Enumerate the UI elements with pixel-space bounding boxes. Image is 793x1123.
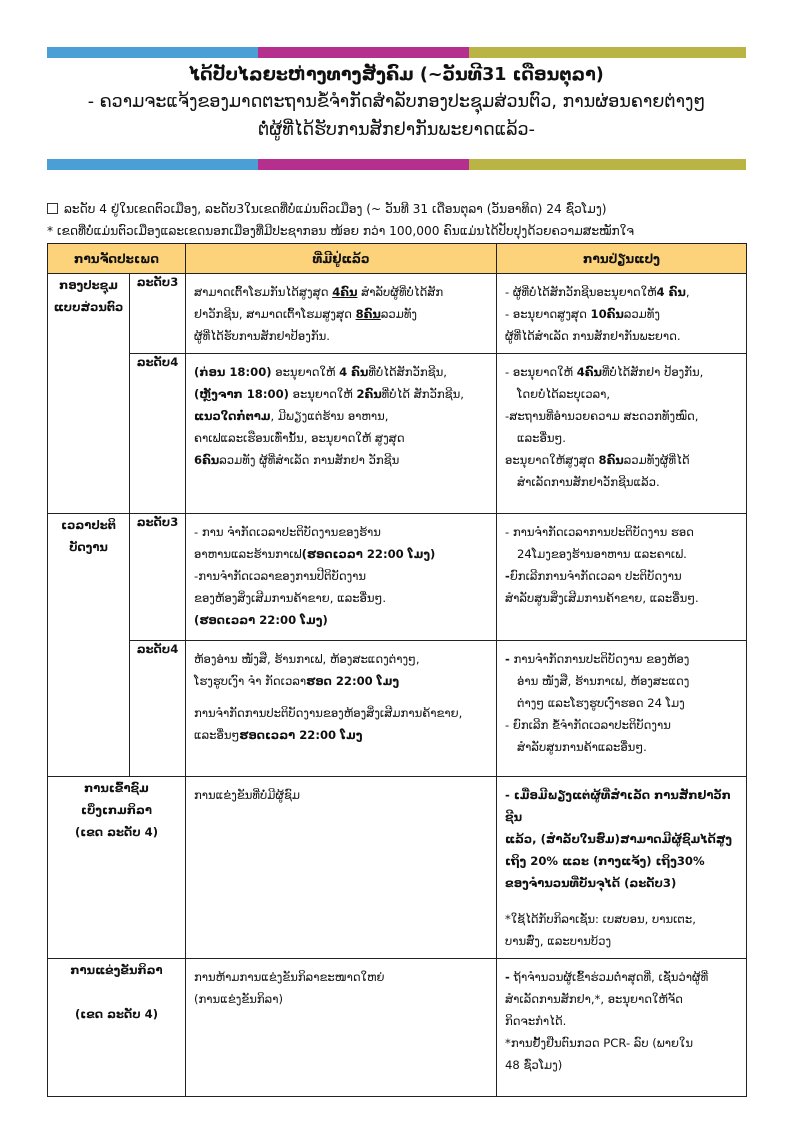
existing-cell: ສາມາດເຕົ້າໂຮມກັນໄດ້ສູງສຸດ 4ຄົນ ສຳລັບຜູ້ທີ່ບໍ່ໄດ້ສັກ ຢາວັກຊີນ, ສາມາດເຕົ້າໂຮມສູງສຸດ 8ຄົນລວມທັງ ຜູ້ທີ່ໄດ້ຮັບການສັກຢາປ້ອງກັນ. [186, 274, 497, 354]
change-cell: - ຜູ້ທີ່ບໍ່ໄດ້ສັກວັກຊີນອະນຸຍາດໃຫ້4 ຄົນ, - ອະນຸຍາດສູງສຸດ 10ຄົນລວມທັງ ຜູ້ທີ່ໄດ້ສຳເລັດ ການສັກຢາກັນພະຍາດ. [497, 274, 747, 354]
bar-olive-segment [469, 47, 746, 58]
title-block [47, 62, 746, 144]
table-row [48, 777, 747, 959]
existing-cell: - ການ ຈຳກັດເວລາປະຕິບັດງານຂອງຮ້ານ ອາຫານແລະຮ້ານກາເຟ(ຮອດເວລາ 22:00 ໂມງ) -ການຈຳກັດເວລາຂອງການປີຕິບັດງານ ຂອງຫ້ອງສິ່ງເສີມການຄ້າຂາຍ, ແລະອື່ນໆ. (ຮອດເວລາ 22:00 ໂມງ) [186, 514, 497, 641]
table-row [48, 274, 747, 354]
subtitle-line-2: ຕໍ່ຜູ້ທີ່ໄດ້ຮັບການສັກຢາກັນພະຍາດແລ້ວ- [258, 120, 535, 140]
top-color-bar [47, 47, 746, 58]
level-4-label: ລະດັບ4 [130, 354, 186, 514]
regulations-table [47, 243, 747, 1097]
subtitle-line-1: - ຄວາມຈະແຈ້ງຂອງມາດຕະຖານຂໍ້ຈຳກັດສຳລັບກອງປະຊຸມສ່ວນຕົວ, ການຜ່ອນຄາຍຕ່າງໆ [87, 92, 706, 112]
category-sports-events: ການແຂ່ງຂັນກິລາ (ເຂດ ລະດັບ 4) [48, 959, 186, 1097]
header-existing: ທີ່ມີຢູ່ແລ້ວ [186, 244, 497, 274]
existing-cell: ການແຂ່ງຂັນທີ່ບໍ່ມີຜູ້ຊົມ [186, 777, 497, 959]
note-1: ລະດັບ 4 ຢູ່ໃນເຂດຕົວເມືອງ, ລະດັບ3ໃນເຂດທີ່ບໍ່ແມ່ນຕົວເມືອງ (~ ວັນທີ 31 ເດືອນຕຸລາ (ວັນອາທິດ) 24 ຊົ່ວໂມງ) [47, 198, 757, 220]
table-row [48, 514, 747, 641]
change-cell: - ການຈຳກັດການປະຕິບັດງານ ຂອງຫ້ອງ ອ່ານ ໜັງສື, ຮ້ານກາເຟ, ຫ້ອງສະແດງ ຕ່າງໆ ແລະໂຮງຮູບເງົາຮອດ 24 ໂມງ - ຍົກເລີກ ຂໍ້ຈຳກັດເວລາປະຕິບັດງານ ສຳລັບສູນການຄ້າແລະອື່ນໆ. [497, 641, 747, 777]
table-row [48, 354, 747, 514]
change-cell: - ເມື່ອມີພຽງແຕ່ຜູ້ທີ່ສຳເລັດ ການສັກຢາວັກຊີນ ແລ້ວ, (ສຳລັບໃນຮົ່ມ)ສາມາດມີຜູ້ຊົມໄດ້ສູງ ເຖິງ 20% ແລະ (ກາງແຈ້ງ) ເຖິງ30% ຂອງຈຳນວນທີ່ບັນຈຸໄດ້ (ລະດັບ3) *ໃຊ້ໄດ້ກັບກິລາເຊັ່ນ: ເບສບອນ, ບານເຕະ, ບານສົ່ງ, ແລະບານບ້ວງ [497, 777, 747, 959]
header-category: ການຈັດປະເພດ [48, 244, 186, 274]
checkbox-icon [47, 203, 58, 214]
level-3-label: ລະດັບ3 [130, 514, 186, 641]
existing-cell: ຫ້ອງອ່ານ ໜັງສື, ຮ້ານກາເຟ, ຫ້ອງສະແດງຕ່າງໆ, ໂຮງຮູບເງົາ ຈຳ ກັດເວລາຮອດ 22:00 ໂມງ ການຈຳກັດການປະຕິບັດງານຂອງຫ້ອງສິ່ງເສີມການຄ້າຂາຍ, ແລະອື່ນໆຮອດເວລາ 22:00 ໂມງ [186, 641, 497, 777]
category-private-gathering: ກອງປະຊຸມ ແບບສ່ວນຕົວ [48, 274, 130, 514]
notes [47, 198, 757, 242]
table-row [48, 959, 747, 1097]
level-3-label: ລະດັບ3 [130, 274, 186, 354]
category-business-hours: ເວລາປະຕິ ບັດງານ [48, 514, 130, 777]
change-cell: - ຖ້າຈຳນວນຜູ້ເຂົ້າຮ່ວມຕ່ຳສຸດທີ່, ເຊັ່ນວ່າຜູ້ທີ່ ສຳເລັດການສັກຢາ,*, ອະນຸຍາດໃຫ້ຈັດ ກິດຈະກຳໄດ້. *ການຢັ້ງຢືນຕົນກວດ PCR- ລົບ (ພາຍໃນ 48 ຊົ່ວໂມງ) [497, 959, 747, 1097]
category-spectators: ການເຂົ້າຊົມ ເບິ່ງເກມກິລາ (ເຂດ ລະດັບ 4) [48, 777, 186, 959]
header-change: ການປ່ຽນແປງ [497, 244, 747, 274]
page-title: ໄດ້ປັບໄລຍະຫ່າງທາງສັງຄົມ (~ວັນທີ31 ເດືອນຕຸລາ) [189, 65, 604, 85]
bar-magenta-segment [258, 47, 469, 58]
existing-cell: (ກ່ອນ 18:00) ອະນຸຍາດໃຫ້ 4 ຄົນທີ່ບໍ່ໄດ້ສັກວັກຊີນ, (ຫຼັງຈາກ 18:00) ອະນຸຍາດໃຫ້ 2ຄົນທີ່ບໍ່ໄດ້ ສັກວັກຊີນ, ແນວໃດກໍ່ຕາມ, ມີພຽງແຕ່ຮ້ານ ອາຫານ, ຄາເຟແລະເຮືອນເທົ່ານັ້ນ, ອະນຸຍາດໃຫ້ ສູງສຸດ 6ຄົນລວມທັງ ຜູ້ທີ່ສຳເລັດ ການສັກຢາ ວັກຊີນ [186, 354, 497, 514]
bar-blue-segment [47, 47, 258, 58]
existing-cell: ການຫ້າມການແຂ່ງຂັນກິລາຂະໜາດໃຫຍ່ (ການແຂ່ງຂັນກິລາ) [186, 959, 497, 1097]
bar-magenta-segment [258, 159, 469, 170]
change-cell: - ອະນຸຍາດໃຫ້ 4ຄົນທີ່ບໍ່ໄດ້ສັກຢາ ປ້ອງກັນ, ໂດຍບໍ່ໄດ້ລະບຸເວລາ, -ສະຖານທີ່ອຳນວຍຄວາມ ສະດວກທັງໝົດ, ແລະອື່ນໆ. ອະນຸຍາດໃຫ້ສູງສຸດ 8ຄົນລວມທັງຜູ້ທີ່ໄດ້ ສຳເລັດການສັກຢາວັກຊີນແລ້ວ. [497, 354, 747, 514]
table-header-row [48, 244, 747, 274]
table-row [48, 641, 747, 777]
bar-blue-segment [47, 159, 258, 170]
bottom-color-bar [47, 159, 746, 170]
bar-olive-segment [469, 159, 746, 170]
change-cell: - ການຈຳກັດເວລາການປະຕິບັດງານ ຮອດ 24ໂມງຂອງຮ້ານອາຫານ ແລະຄາເຟ. -ຍົກເລີກການຈຳກັດເວລາ ປະຕິບັດງານ ສຳລັບສູນສິ່ງເສີມການຄ້າຂາຍ, ແລະອື່ນໆ. [497, 514, 747, 641]
level-4-label: ລະດັບ4 [130, 641, 186, 777]
note-2: * ເຂດທີ່ບໍ່ແມ່ນຕົວເມືອງແລະເຂດນອກເມືອງທີ່ມີປະຊາກອນ ໜ້ອຍ ກວ່າ 100,000 ຄົນແມ່ນໄດ້ປັບປຸງດ້ວຍຄວາມສະໝັກໃຈ [47, 224, 635, 238]
